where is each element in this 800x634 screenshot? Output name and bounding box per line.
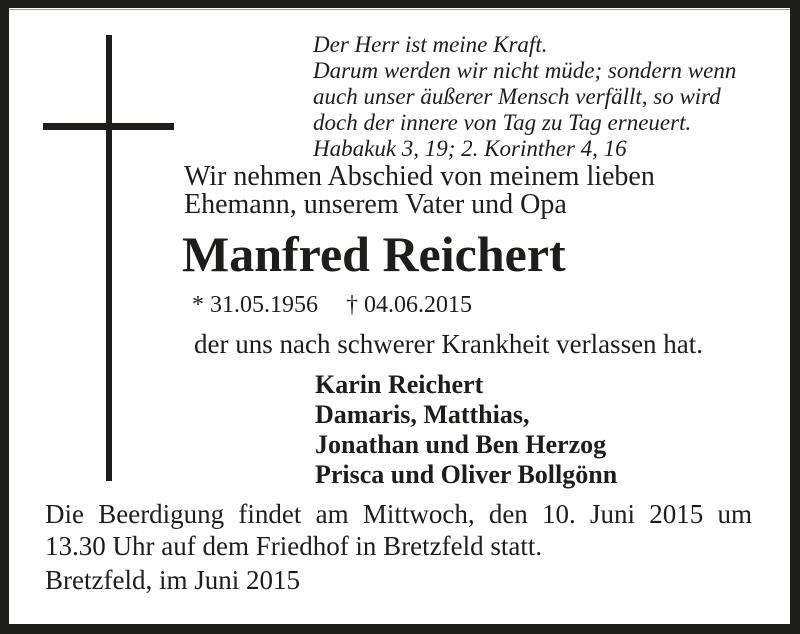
scripture-line: Darum werden wir nicht müde; sondern wenn — [313, 58, 737, 83]
scripture-citation: Habakuk 3, 19; 2. Korinther 4, 16 — [313, 136, 627, 161]
mourner-name: Jonathan und Ben Herzog — [315, 430, 607, 459]
intro-line: Wir nehmen Abschied von meinem lieben — [184, 161, 655, 192]
mourner-name: Karin Reichert — [315, 370, 484, 399]
death-date: † 04.06.2015 — [346, 292, 472, 318]
scripture-line: doch der innere von Tag zu Tag erneuert. — [313, 110, 692, 135]
mourner-name: Damaris, Matthias, — [315, 400, 530, 429]
mourner-name: Prisca und Oliver Bollgönn — [315, 460, 618, 489]
funeral-info-line2: 13.30 Uhr auf dem Friedhof in Bretzfeld statt. — [45, 531, 543, 561]
scripture-line: Der Herr ist meine Kraft. — [313, 32, 548, 57]
intro-line: Ehemann, unserem Vater und Opa — [184, 189, 567, 220]
birth-date: * 31.05.1956 — [192, 292, 318, 318]
mourners-list — [315, 370, 617, 490]
deceased-name: Manfred Reichert — [182, 226, 566, 282]
closing-line: der uns nach schwerer Krankheit verlassen hat. — [194, 329, 704, 359]
cross-horizontal-bar — [43, 123, 174, 130]
page-border-right — [790, 0, 800, 634]
intro-text — [184, 163, 655, 219]
page-border-top — [0, 0, 800, 8]
scripture-line: auch unser äußerer Mensch verfällt, so wird — [313, 84, 721, 109]
scripture-verse — [313, 32, 736, 162]
funeral-info-line1: Die Beerdigung findet am Mittwoch, den 10. Juni 2015 um — [45, 499, 752, 529]
page-border-left — [0, 0, 9, 634]
place-date: Bretzfeld, im Juni 2015 — [45, 565, 300, 595]
life-dates — [192, 290, 472, 320]
page-border-bottom — [0, 624, 800, 634]
cross-vertical-bar — [106, 35, 112, 481]
scan-divider-line — [9, 9, 790, 10]
